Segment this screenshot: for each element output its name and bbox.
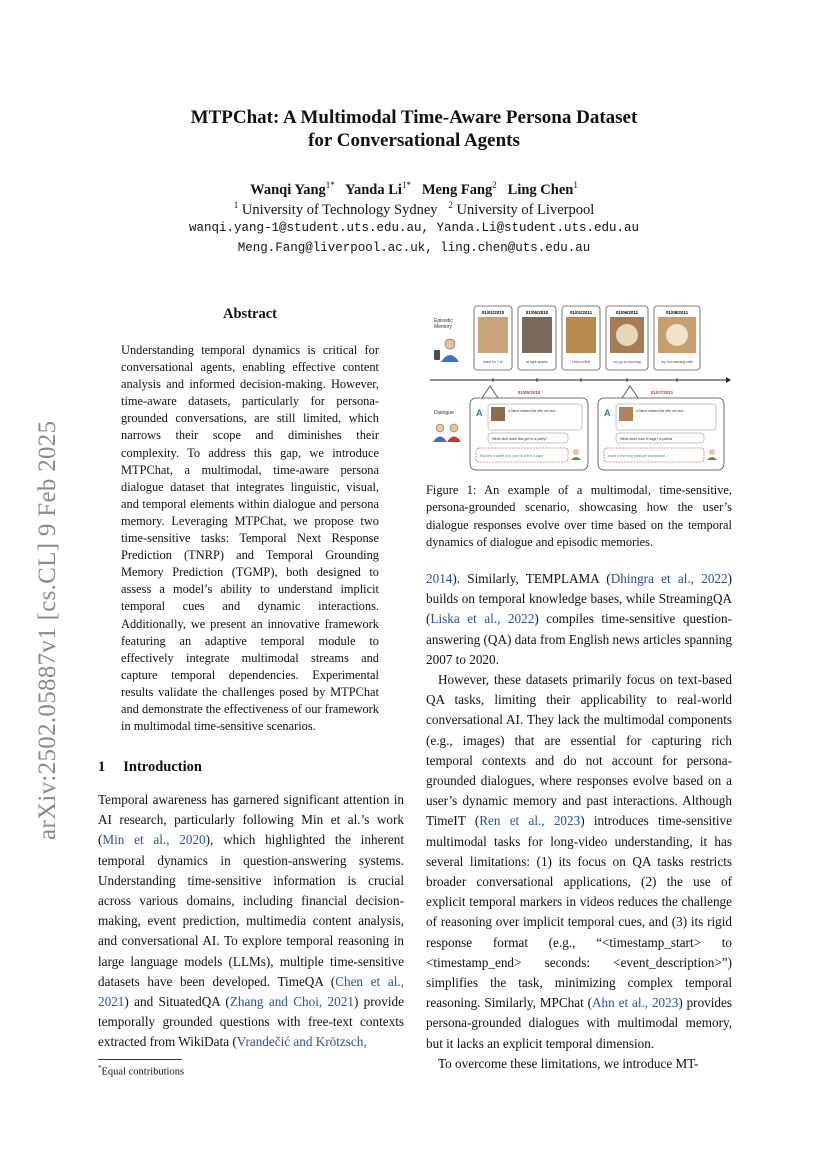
affiliation-name: University of Technology Sydney [241, 201, 438, 218]
title-line-1: MTPChat: A Multimodal Time-Aware Persona Dataset [190, 107, 638, 128]
memory-date: 01/01/2011 [569, 310, 593, 315]
dialogue-message: A friend shared this with me and... [636, 409, 686, 413]
text-run: ), which highlighted the inherent temporal dynamics in question-answering systems. Understanding time-sensitive information is crucial across various domains, including financial decision-making, event prediction, multimedia content analysis, and conversational AI. To explore temporal reasoning in large language models (LLMs), multiple time-sensitive datasets have been developed. TimeQA ( [98, 832, 404, 989]
abstract-text: Understanding temporal dynamics is critical for conversational agents, enabling effective content analysis and informed decision-making. However, time-aware datasets, particularly for persona-grounded conversations, are still limited, which narrows their scope and diminishes their complexity. To address this gap, we introduce MTPChat, a multimodal, time-aware persona dialogue dataset that integrates linguistic, visual, and temporal elements within dialogue and persona memory. Leveraging MTPChat, we propose two time-sensitive tasks: Temporal Next Response Prediction (TNRP) and Temporal Grounding Memory Prediction (TGMP), both designed to assess a model’s ability to understand implicit temporal cues and dynamic interactions. Additionally, we present an innovative framework featuring an adaptive temporal module to effectively integrate multimodal streams and capture temporal dependencies. Experimental results validate the challenges posed by MTPChat and demonstrate the effectiveness of our framework in multimodal time-sensitive scenarios. [121, 343, 379, 734]
paragraph: To overcome these limitations, we introduce MT- [438, 1055, 699, 1071]
dialogue-answer: loved in the mug pleasure acceptance... [608, 454, 668, 458]
author-name: Yanda Li [345, 181, 402, 198]
dialogue-answer: Rached a sweet ripe rose lid a fine a cape [480, 454, 544, 458]
author-mark: 2 [492, 180, 497, 190]
dialogue-message: A friend shared this with me and... [508, 409, 558, 413]
memory-photo [566, 317, 596, 353]
citation-link[interactable]: Dhingra et al., 2022 [610, 571, 728, 586]
affiliation-mark: 1 [233, 200, 239, 210]
memory-date: 01/06/2011 [615, 310, 639, 315]
section-title: Introduction [123, 759, 202, 775]
citation-link[interactable]: Min et al., 2020 [102, 832, 206, 848]
memory-photo [522, 317, 552, 353]
text-run: Temporal awareness has garnered significant attention in AI research, particularly following Min et al.’s work ( [98, 792, 404, 848]
episodic-memory-label-1: Episodic [434, 318, 453, 324]
dialogue-participants-icon [433, 424, 461, 442]
paragraph [426, 569, 732, 670]
memory-photo [478, 317, 508, 353]
dialogue-panel [470, 386, 588, 470]
user-avatar-icon [434, 339, 459, 362]
text-run: ) provide temporally grounded questions with free-text contexts extracted from WikiData ( [98, 994, 404, 1050]
text-run: ) builds on temporal knowledge bases, while StreamingQA ( [426, 571, 733, 627]
memory-caption: I tried a first [571, 360, 591, 364]
affiliation-mark: 2 [448, 200, 453, 210]
shared-photo [491, 407, 505, 421]
latte-art [666, 324, 688, 346]
intro-right-column [426, 569, 732, 1074]
paper-title [110, 106, 718, 152]
email-line[interactable]: Meng.Fang@liverpool.ac.uk, ling.chen@uts.edu.au [237, 241, 591, 255]
affiliation-name: University of Liverpool [456, 201, 595, 218]
figure-caption: Figure 1: An example of a multimodal, time-sensitive, persona-grounded scenario, showcasing how the user’s dialogue responses evolve over time based on the temporal dynamics of dialogue and episodic memories. [426, 483, 732, 549]
intro-left-column [98, 790, 404, 1053]
dialogue-panel [598, 386, 724, 470]
assistant-icon: A [476, 408, 483, 418]
section-heading [98, 759, 202, 776]
text-run: ) provides persona-grounded dialogues with multimodal memory, but it lacks an explicit temporal dimension. [426, 995, 732, 1051]
text-run: ) compiles time-sensitive question-answering (QA) data from English news articles spanning 2007 to 2020. [426, 611, 732, 667]
text-run: ) and SituatedQA ( [124, 994, 230, 1010]
dialogue-question: What dish does this get to a party? [492, 437, 548, 441]
assistant-icon: A [604, 408, 611, 418]
figure-1-illustration [426, 300, 732, 472]
dialogue-date: 01/05/2010 [517, 390, 541, 395]
title-line-2: for Conversational Agents [308, 130, 520, 151]
paragraph [98, 790, 404, 1053]
author-name: Ling Chen [507, 181, 574, 198]
citation-link[interactable]: Liska et al., 2022 [430, 611, 535, 627]
citation-link[interactable]: Vrandečić and Krötzsch, [236, 1034, 367, 1050]
memory-card [474, 306, 512, 370]
citation-link[interactable]: 2014 [426, 571, 453, 586]
text-run: ). Similarly, TEMPLAMA ( [452, 571, 611, 586]
affiliations [110, 200, 718, 219]
text-run: ) introduces time-sensitive multimodal tasks for long-video understanding, it has several limitations: (1) its focus on QA tasks restricts broader conversational applications, (2) the use of explicit temporal markers in videos reduces the challenge of reasoning over implicit temporal cues, and (3) its rigid response format (e.g., “<timestamp_start> to <timestamp_end> seconds: <event_description>”) simplifies the task, minimizing complex temporal reasoning. Similarly, MPChat ( [426, 813, 732, 1011]
dialogue-question: What does how it hugs? a partial [620, 437, 673, 441]
memory-card [518, 306, 556, 370]
paragraph [426, 670, 732, 1054]
memory-date: 01/08/2011 [665, 310, 689, 315]
citation-link[interactable]: Ren et al., 2023 [479, 813, 581, 829]
dialogue-date: 01/07/2011 [650, 390, 674, 395]
memory-date: 01/01/2010 [481, 310, 505, 315]
author-mark: 1 [573, 180, 578, 190]
memory-card [606, 306, 648, 370]
abstract-heading: Abstract [223, 306, 277, 322]
memory-caption: toast for 1 st [483, 360, 503, 364]
citation-link[interactable]: Zhang and Choi, 2021 [229, 994, 354, 1010]
timeline-arrow-icon [726, 377, 731, 383]
author-list [110, 180, 718, 199]
latte-art [616, 324, 638, 346]
citation-link[interactable]: Ahn et al., 2023 [592, 995, 679, 1011]
email-line[interactable]: wanqi.yang-1@student.uts.edu.au, Yanda.Li@student.uts.edu.au [188, 221, 640, 235]
dialogue-label: Dialogue [434, 410, 454, 416]
memory-caption: my go-to morning [613, 360, 641, 364]
author-mark: 1* [325, 180, 335, 190]
author-name: Meng Fang [421, 181, 493, 198]
memory-caption: at light sparks [526, 360, 548, 364]
memory-date: 01/06/2010 [525, 310, 549, 315]
text-run: However, these datasets primarily focus on text-based QA tasks, limiting their applicability to real-world conversational AI. They lack the multimodal components (e.g., images) that are essential for capturing rich temporal contexts and do not account for persona-grounded dialogues, where responses evolve based on a user’s dynamic memory and past interactions. Although TimeIT ( [426, 672, 732, 829]
author-mark: 1* [401, 180, 411, 190]
arxiv-identifier: arXiv:2502.05887v1 [cs.CL] 9 Feb 2025 [34, 420, 61, 840]
episodic-memory-label-2: Memory [434, 324, 453, 330]
footnote [98, 1064, 184, 1078]
memory-card [654, 306, 700, 370]
memory-card [562, 306, 600, 370]
footnote-text: Equal contributions [101, 1066, 185, 1078]
shared-photo [619, 407, 633, 421]
author-name: Wanqi Yang [250, 181, 326, 198]
memory-caption: my hot morning cafe [661, 360, 693, 364]
section-number: 1 [98, 759, 106, 775]
citation-link[interactable]: Chen et al., 2021 [98, 973, 404, 1010]
footnote-divider [98, 1059, 182, 1060]
footnote-mark: * [98, 1064, 102, 1072]
